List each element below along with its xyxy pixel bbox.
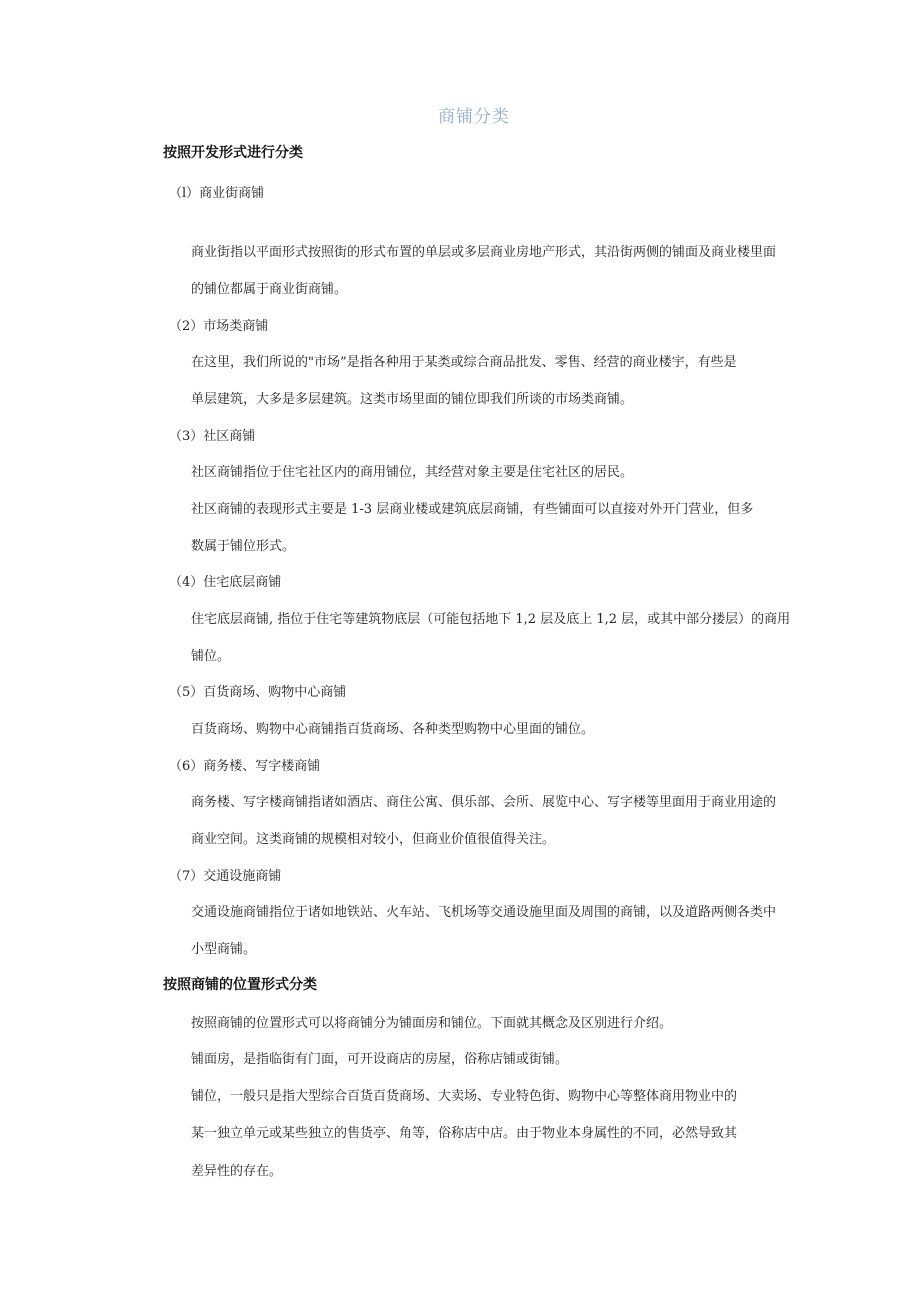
- item-label-market: （2）市场类商铺: [169, 319, 269, 334]
- document-title: 商铺分类: [438, 107, 510, 127]
- item-label-community: （3）社区商铺: [169, 429, 256, 444]
- paragraph-line: 商业空间。这类商铺的规模相对较小，但商业价值很值得关注。: [191, 832, 556, 847]
- paragraph-line: 铺位，一般只是指大型综合百货百货商场、大卖场、专业特色街、购物中心等整体商用物业中的: [191, 1089, 738, 1104]
- item-label-residential-ground-floor: （4）住宅底层商铺: [169, 575, 282, 590]
- paragraph-line: 商务楼、写字楼商铺指诸如酒店、商住公寓、俱乐部、会所、展览中心、写字楼等里面用于商业用途的: [191, 795, 777, 810]
- paragraph-line: 铺位。: [191, 649, 231, 664]
- paragraph-line: 单层建筑，大多是多层建筑。这类市场里面的铺位即我们所谈的市场类商铺。: [191, 392, 634, 407]
- paragraph-line: 小型商铺。: [191, 942, 257, 957]
- paragraph-line: 差异性的存在。: [191, 1164, 283, 1179]
- paragraph-line: 社区商铺的表现形式主要是 1-3 层商业楼或建筑底层商铺，有些铺面可以直接对外开门营业，但多: [191, 502, 754, 517]
- paragraph-line: 数属于铺位形式。: [191, 539, 296, 554]
- item-label-transport: （7）交通设施商铺: [169, 869, 282, 884]
- item-label-commercial-street: （l）商业街商铺: [169, 186, 265, 201]
- paragraph-line: 社区商铺指位于住宅社区内的商用铺位，其经营对象主要是住宅社区的居民。: [191, 465, 634, 480]
- paragraph-line: 按照商铺的位置形式可以将商铺分为铺面房和铺位。下面就其概念及区别进行介绍。: [191, 1016, 673, 1031]
- paragraph-line: 交通设施商铺指位于诸如地铁站、火车站、飞机场等交通设施里面及周围的商铺，以及道路两侧各类中: [191, 905, 777, 920]
- paragraph-line: 百货商场、购物中心商铺指百货商场、各种类型购物中心里面的铺位。: [191, 722, 595, 737]
- paragraph-line: 在这里，我们所说的"市场”是指各种用于某类或综合商品批发、零售、经营的商业楼宇，有些是: [191, 355, 737, 370]
- paragraph-line: 某一独立单元或某些独立的售货亭、角等，俗称店中店。由于物业本身属性的不同，必然导致其: [191, 1126, 738, 1141]
- paragraph-line: 商业街指以平面形式按照街的形式布置的单层或多层商业房地产形式，其沿街两侧的铺面及商业楼里面: [191, 245, 777, 260]
- section-heading-development-form: 按照开发形式进行分类: [163, 145, 303, 161]
- paragraph-line: 住宅底层商铺, 指位于住宅等建筑物底层（可能包括地下 1,2 层及底上 1,2 层，或其中部分搂层）的商用: [191, 612, 791, 627]
- item-label-department-store: （5）百货商场、购物中心商铺: [169, 685, 347, 700]
- item-label-office-building: （6）商务楼、写字楼商铺: [169, 759, 321, 774]
- section-heading-location-form: 按照商铺的位置形式分类: [163, 977, 317, 993]
- paragraph-line: 的铺位都属于商业街商铺。: [191, 282, 348, 297]
- paragraph-line: 铺面房，是指临街有门面，可开设商店的房屋，俗称店铺或街铺。: [191, 1052, 569, 1067]
